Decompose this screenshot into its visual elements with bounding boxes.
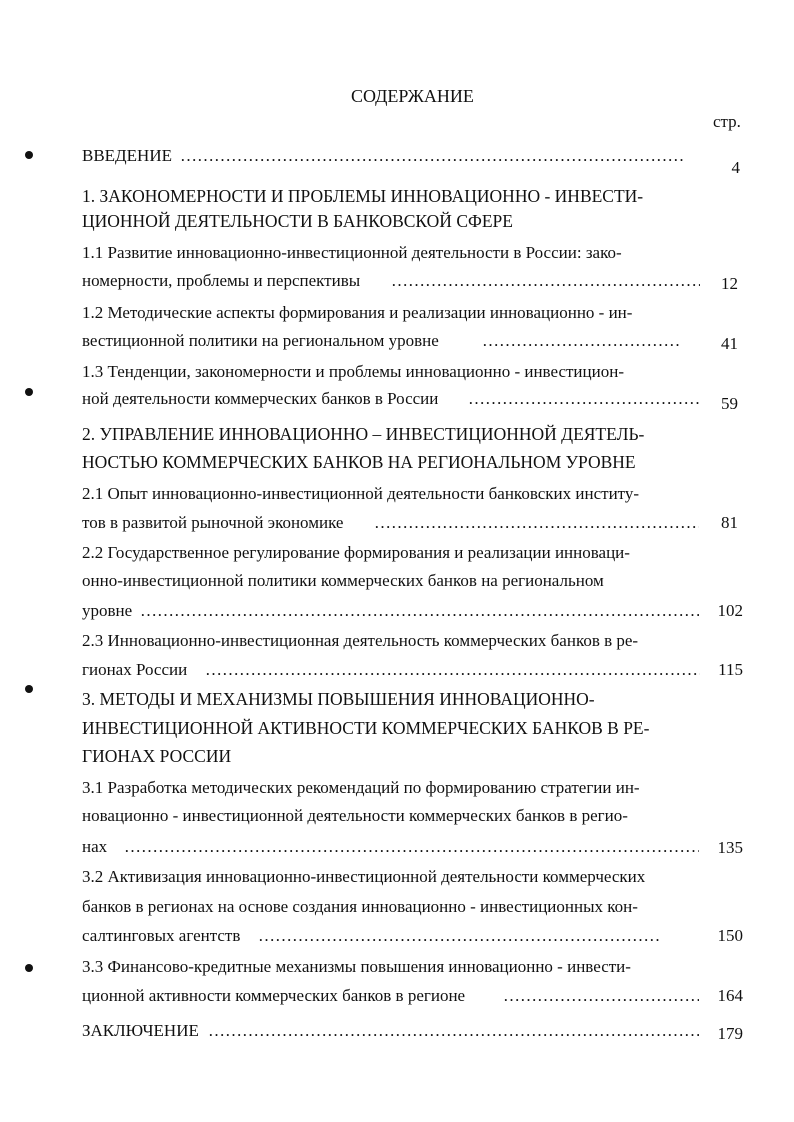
toc-entry-3-3-cont: ционной активности коммерческих банков в регионе — [82, 986, 466, 1005]
margin-dot — [25, 388, 33, 396]
toc-entry-3-1-cont: новационно - инвестиционной деятельности коммерческих банков в регио- — [82, 806, 628, 825]
page-number: 150 — [717, 926, 743, 945]
toc-entry-2-1-cont: тов в развитой рыночной экономике — [82, 513, 344, 532]
leader-dots — [391, 271, 700, 291]
leader-dots — [482, 331, 679, 351]
leader-dots — [124, 837, 699, 857]
toc-entry-3-1: 3.1 Разработка методических рекомендаций по формированию стратегии ин- — [82, 778, 640, 797]
leader-dots — [205, 660, 700, 680]
chapter-heading-1: 1. ЗАКОНОМЕРНОСТИ И ПРОБЛЕМЫ ИННОВАЦИОННО - ИНВЕСТИ- — [82, 186, 644, 206]
chapter-heading-3: 3. МЕТОДЫ И МЕХАНИЗМЫ ПОВЫШЕНИЯ ИННОВАЦИОННО- — [82, 689, 595, 709]
page-column-label: стр. — [713, 112, 741, 131]
toc-title: СОДЕРЖАНИЕ — [351, 86, 474, 106]
page-number: 115 — [718, 660, 743, 679]
leader-dots — [468, 389, 700, 409]
page-number: 135 — [717, 838, 743, 857]
toc-entry-1-1: 1.1 Развитие инновационно-инвестиционной деятельности в России: зако- — [82, 243, 622, 262]
margin-dot — [25, 151, 33, 159]
page-number: 41 — [721, 334, 738, 353]
page-number: 81 — [721, 513, 738, 532]
toc-entry-1-3-cont: ной деятельности коммерческих банков в России — [82, 389, 439, 408]
margin-dot — [25, 685, 33, 693]
page-number: 164 — [717, 986, 743, 1005]
margin-dot — [25, 964, 33, 972]
leader-dots — [180, 146, 685, 166]
toc-entry-2-3-cont: гионах России — [82, 660, 188, 679]
chapter-heading-2: 2. УПРАВЛЕНИЕ ИННОВАЦИОННО – ИНВЕСТИЦИОННОЙ ДЕЯТЕЛЬ- — [82, 424, 645, 444]
leader-dots — [503, 986, 699, 1006]
chapter-heading-1-cont: ЦИОННОЙ ДЕЯТЕЛЬНОСТИ В БАНКОВСКОЙ СФЕРЕ — [82, 211, 513, 231]
toc-entry-intro: ВВЕДЕНИЕ — [82, 146, 172, 165]
toc-entry-2-1: 2.1 Опыт инновационно-инвестиционной деятельности банковских институ- — [82, 484, 640, 503]
toc-entry-2-2: 2.2 Государственное регулирование формирования и реализации инноваци- — [82, 543, 630, 562]
leader-dots — [258, 926, 661, 946]
toc-entry-conclusion: ЗАКЛЮЧЕНИЕ — [82, 1021, 199, 1040]
toc-entry-2-2-cont: онно-инвестиционной политики коммерческих банков на региональном — [82, 571, 604, 590]
chapter-heading-3-cont: ИНВЕСТИЦИОННОЙ АКТИВНОСТИ КОММЕРЧЕСКИХ БАНКОВ В РЕ- — [82, 718, 650, 738]
page-number: 59 — [721, 394, 738, 413]
toc-entry-3-1-cont2: нах — [82, 837, 108, 856]
toc-entry-2-2-cont2: уровне — [82, 601, 133, 620]
page-number: 4 — [731, 158, 740, 177]
toc-entry-3-2-cont2: салтинговых агентств — [82, 926, 241, 945]
toc-entry-1-1-cont: номерности, проблемы и перспективы — [82, 271, 361, 290]
leader-dots — [140, 601, 699, 621]
page-number: 102 — [717, 601, 743, 620]
toc-entry-1-2: 1.2 Методические аспекты формирования и реализации инновационно - ин- — [82, 303, 633, 322]
toc-entry-3-3: 3.3 Финансово-кредитные механизмы повышения инновационно - инвести- — [82, 957, 631, 976]
page-number: 179 — [717, 1024, 743, 1043]
leader-dots — [208, 1021, 699, 1041]
leader-dots — [374, 513, 699, 533]
toc-entry-1-3: 1.3 Тенденции, закономерности и проблемы инновационно - инвестицион- — [82, 362, 624, 381]
toc-entry-3-2-cont: банков в регионах на основе создания инновационно - инвестиционных кон- — [82, 897, 638, 916]
toc-entry-3-2: 3.2 Активизация инновационно-инвестиционной деятельности коммерческих — [82, 867, 646, 886]
page-number: 12 — [721, 274, 738, 293]
chapter-heading-3-cont2: ГИОНАХ РОССИИ — [82, 746, 232, 766]
toc-entry-2-3: 2.3 Инновационно-инвестиционная деятельность коммерческих банков в ре- — [82, 631, 639, 650]
chapter-heading-2-cont: НОСТЬЮ КОММЕРЧЕСКИХ БАНКОВ НА РЕГИОНАЛЬНОМ УРОВНЕ — [82, 452, 636, 472]
toc-entry-1-2-cont: вестиционной политики на региональном уровне — [82, 331, 439, 350]
